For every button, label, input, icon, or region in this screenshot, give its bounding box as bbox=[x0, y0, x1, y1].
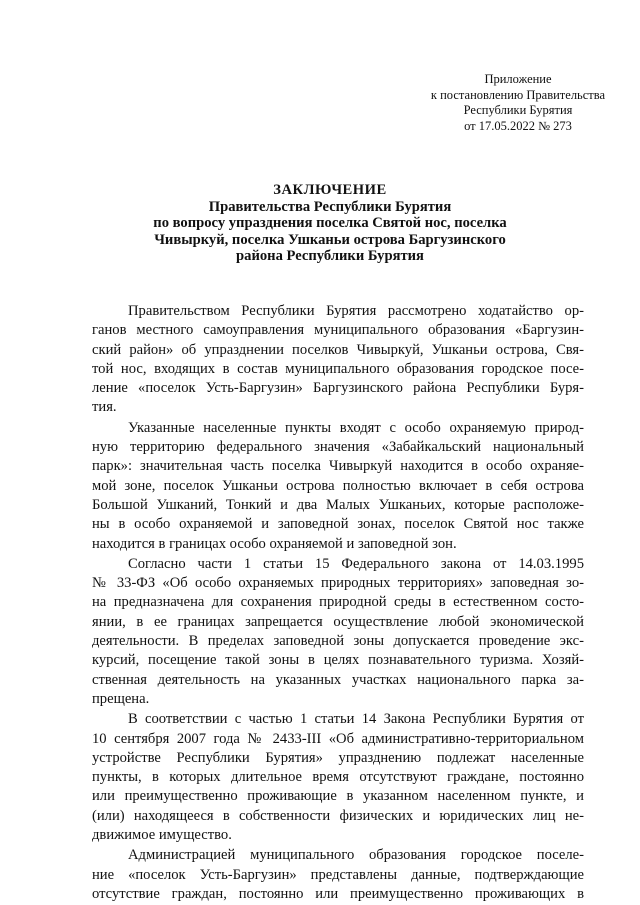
paragraph-line: ственная деятельность на указанных участках национального парка за- bbox=[92, 671, 584, 688]
paragraph-line: на предназначена для сохранения природной среды в естественном состо- bbox=[92, 594, 584, 611]
paragraph-line: Большой Ушканий, Тонкий и два Малых Ушканьих, которые расположе- bbox=[92, 496, 584, 513]
paragraph-line: или преимущественно проживающие в указанном населенном пункте, и bbox=[92, 788, 584, 805]
paragraph-line: пункты, в которых длительное время отсутствуют граждане, постоянно bbox=[92, 769, 584, 786]
paragraph-line: курсий, посещение такой зоны в целях познавательного туризма. Хозяй- bbox=[92, 652, 584, 669]
paragraph-line: янии, в ее границах запрещается осуществление любой экономической bbox=[92, 613, 584, 630]
paragraph-line: той нос, входящих в состав муниципального образования городское посе- bbox=[92, 360, 584, 377]
body-paragraph bbox=[92, 419, 584, 554]
appendix-line: Республики Бурятия bbox=[463, 103, 573, 117]
body-paragraph bbox=[92, 302, 584, 418]
paragraph-line: устройстве Республики Бурятия» упразднению подлежат населенные bbox=[92, 749, 584, 766]
paragraph-line: парк»: значительная часть поселка Чивыркуй находится в особо охраняе- bbox=[92, 458, 584, 475]
appendix-line: к постановлению Правительства bbox=[430, 87, 606, 102]
paragraph-line: 10 сентября 2007 года № 2433-III «Об административно-территориальном bbox=[92, 730, 584, 747]
paragraph-line: отсутствие граждан, постоянно или преимущественно проживающих в bbox=[92, 885, 584, 902]
paragraph-line: В соответствии с частью 1 статьи 14 Закона Республики Бурятия от bbox=[128, 711, 584, 728]
appendix-block bbox=[418, 72, 618, 134]
paragraph-line: ганов местного самоуправления муниципального образования «Баргузин- bbox=[92, 322, 584, 339]
paragraph-line: ны в особо охраняемой и заповедной зонах, поселок Святой нос также bbox=[92, 516, 584, 533]
paragraph-line: Администрацией муниципального образования городское поселе- bbox=[128, 847, 584, 864]
paragraph-line: мой зоне, поселок Ушканьи острова полностью включает в себя острова bbox=[92, 477, 584, 494]
paragraph-line: ную территорию федерального значения «Забайкальский национальный bbox=[92, 439, 584, 456]
paragraph-line: Правительством Республики Бурятия рассмотрено ходатайство ор- bbox=[128, 303, 584, 319]
paragraph-line: находится в границах особо охраняемой и заповедной зон. bbox=[92, 535, 457, 552]
paragraph-line: деятельности. В пределах заповедной зоны допускается проведение экс- bbox=[92, 633, 584, 650]
paragraph-line: Указанные населенные пункты входят с особо охраняемую природ- bbox=[128, 419, 584, 436]
document-title bbox=[60, 182, 600, 265]
paragraph-line: ние «поселок Усть-Баргузин» представлены данные, подтверждающие bbox=[92, 866, 584, 883]
body-paragraph bbox=[92, 846, 584, 904]
paragraph-line: (или) находящееся в собственности физических и юридических лиц не- bbox=[92, 807, 584, 824]
paragraph-line: № 33-ФЗ «Об особо охраняемых природных территориях» заповедная зо- bbox=[92, 575, 584, 592]
document-body bbox=[92, 302, 584, 905]
paragraph-line: прещена. bbox=[92, 690, 150, 707]
appendix-line: от 17.05.2022 № 273 bbox=[464, 118, 572, 133]
title-line: Правительства Республики Бурятия bbox=[208, 198, 452, 215]
paragraph-line: ский район» об упразднении поселков Чивыркуй, Ушканьи острова, Свя- bbox=[92, 341, 584, 358]
paragraph-line: тия. bbox=[92, 399, 117, 416]
title-line: района Республики Бурятия bbox=[236, 248, 424, 265]
paragraph-line: движимое имущество. bbox=[92, 827, 232, 844]
title-line: по вопросу упразднения поселка Святой нос, поселка bbox=[153, 215, 507, 232]
body-paragraph bbox=[92, 710, 584, 845]
title-heading: ЗАКЛЮЧЕНИЕ bbox=[273, 182, 387, 198]
paragraph-line: Согласно части 1 статьи 15 Федерального закона от 14.03.1995 bbox=[128, 555, 584, 572]
paragraph-line: ление «поселок Усть-Баргузин» Баргузинского района Республики Буря- bbox=[92, 380, 584, 397]
body-paragraph bbox=[92, 555, 584, 709]
title-line: Чивыркуй, поселка Ушканьи острова Баргузинского bbox=[154, 231, 506, 248]
appendix-line: Приложение bbox=[484, 72, 552, 86]
